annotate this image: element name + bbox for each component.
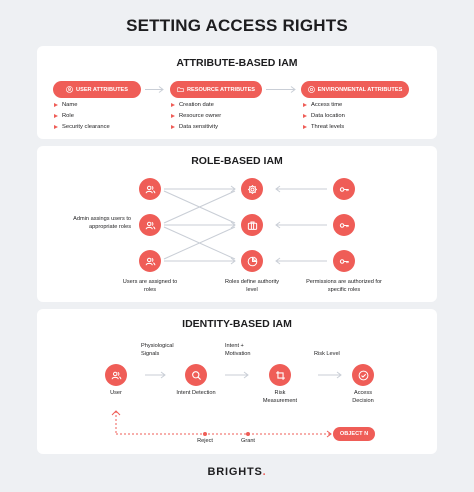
page-title: SETTING ACCESS RIGHTS <box>126 16 348 35</box>
permissions-note: Permissions are authorized for specific roles <box>306 279 382 293</box>
key-icon <box>339 256 350 267</box>
user-group-node-2 <box>139 214 161 236</box>
key-icon <box>339 220 350 231</box>
feedback-label-reject: Reject <box>197 438 213 444</box>
role-based-title: ROLE-BASED IAM <box>191 155 283 167</box>
attribute-based-card <box>37 46 437 139</box>
users-icon <box>145 256 156 267</box>
pie-chart-icon <box>247 256 258 267</box>
list-item: Data sensitivity <box>171 122 221 133</box>
connector-label: Physiological Signals <box>141 343 174 357</box>
list-item: Threat levels <box>303 122 345 133</box>
check-circle-icon <box>358 370 369 381</box>
list-item: Creation date <box>171 100 221 111</box>
role-node-2 <box>241 214 263 236</box>
users-icon <box>145 220 156 231</box>
connector-label: Risk Level <box>314 351 340 357</box>
user-group-node-3 <box>139 250 161 272</box>
identity-step-label: Access Decision <box>352 390 374 404</box>
object-n-label: OBJECT N <box>339 431 369 437</box>
key-icon <box>339 184 350 195</box>
connector-label: Intent + Motivation <box>225 343 251 357</box>
object-n-pill <box>333 427 375 441</box>
identity-step-user <box>105 364 127 386</box>
user-group-node-1 <box>139 178 161 200</box>
identity-step-label: Intent Detection <box>176 390 216 396</box>
users-icon <box>111 370 122 381</box>
permission-node-1 <box>333 178 355 200</box>
list-item: Security clearance <box>54 122 110 133</box>
identity-based-card <box>37 309 437 454</box>
role-node-3 <box>241 250 263 272</box>
crop-icon <box>275 370 286 381</box>
identity-step-risk <box>269 364 291 386</box>
attribute-based-title: ATTRIBUTE-BASED IAM <box>176 57 298 69</box>
admin-note: Admin assings users to appropriate roles <box>73 216 131 230</box>
attribute-arrows <box>37 46 437 139</box>
list-item: Access time <box>303 100 345 111</box>
search-icon <box>191 370 202 381</box>
list-item: Resource owner <box>171 111 221 122</box>
gear-icon <box>247 184 258 195</box>
user-attributes-label: USER ATTRIBUTES <box>76 86 128 93</box>
identity-connectors <box>37 309 437 454</box>
role-node-1 <box>241 178 263 200</box>
users-icon <box>145 184 156 195</box>
identity-step-intent <box>185 364 207 386</box>
environmental-attributes-label: ENVIRONMENTAL ATTRIBUTES <box>317 86 403 93</box>
identity-step-decision <box>352 364 374 386</box>
identity-step-label: User <box>110 390 122 396</box>
list-item: Role <box>54 111 110 122</box>
brights-logo <box>0 466 474 478</box>
list-item: Data location <box>303 111 345 122</box>
permission-node-2 <box>333 214 355 236</box>
feedback-label-grant: Grant <box>241 438 255 444</box>
roles-note: Roles define authority level <box>224 279 280 293</box>
identity-step-label: Risk Measurement <box>262 390 298 404</box>
role-based-card <box>37 146 437 302</box>
users-note: Users are assigned to roles <box>122 279 178 293</box>
briefcase-icon <box>247 220 258 231</box>
logo-text: BRIGHTS <box>207 466 263 478</box>
identity-based-title: IDENTITY-BASED IAM <box>182 318 292 330</box>
permission-node-3 <box>333 250 355 272</box>
list-item: Name <box>54 100 110 111</box>
logo-dot: . <box>262 466 267 478</box>
resource-attributes-label: RESOURCE ATTRIBUTES <box>186 86 256 93</box>
